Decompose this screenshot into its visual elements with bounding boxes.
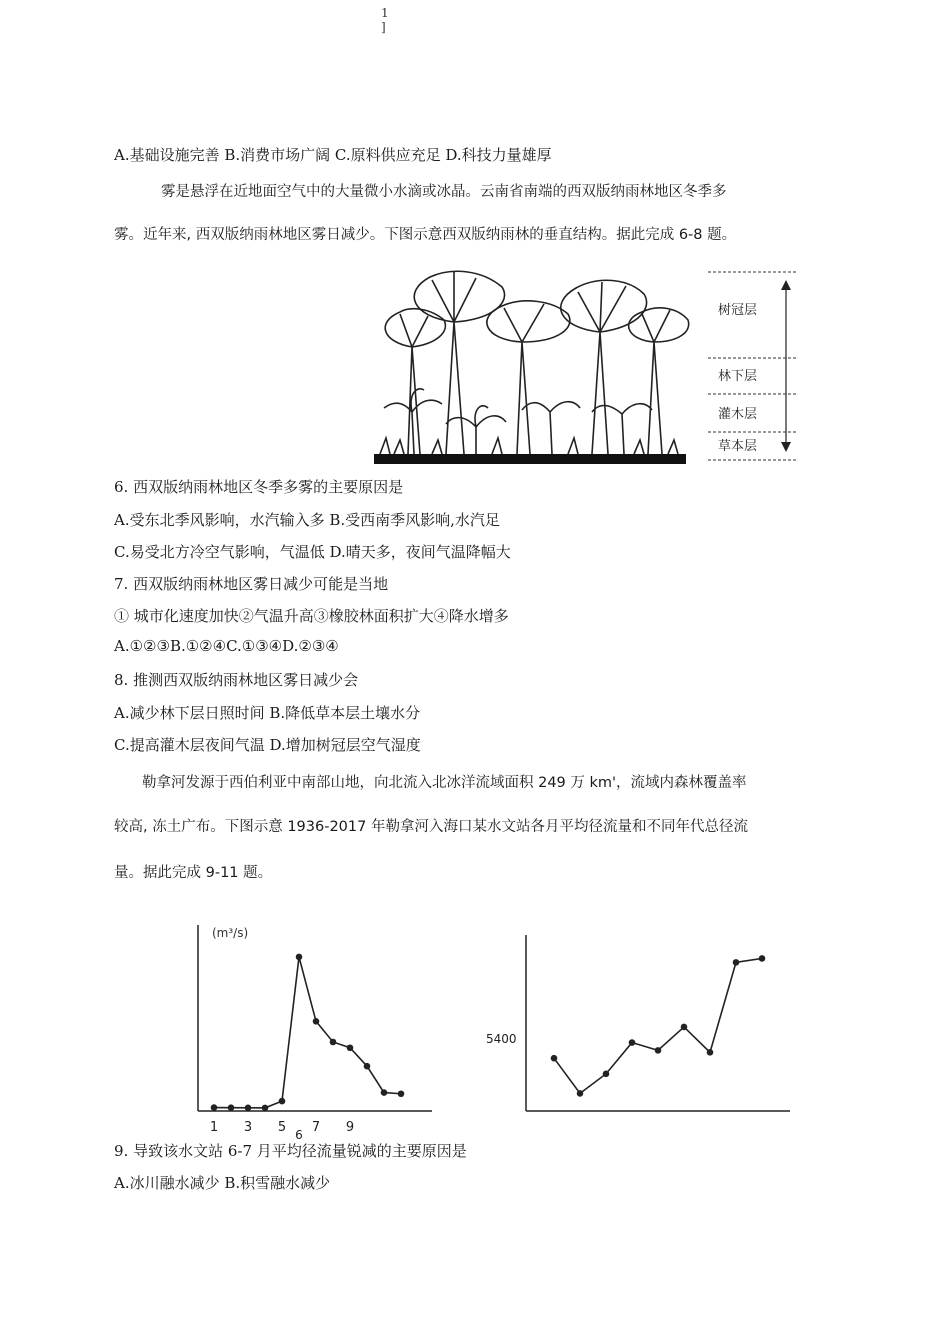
passage1-line2: 雾。近年来, 西双版纳雨林地区雾日减少。下图示意西双版纳雨林的垂直结构。据此完成 6-8 题。 [114, 227, 737, 243]
chart1-xtick-5: 5 [277, 1120, 287, 1135]
q8-options-ab: A.减少林下层日照时间 B.降低草本层土壤水分 [114, 704, 421, 722]
q6-stem: 6. 西双版纳雨林地区冬季多雾的主要原因是 [114, 478, 404, 496]
chart2-point-7 [707, 1049, 714, 1056]
q7-stem: 7. 西双版纳雨林地区雾日减少可能是当地 [114, 575, 389, 593]
layer-shrub: 灌木层 [718, 407, 758, 422]
chart1-point-7 [313, 1018, 320, 1025]
chart2-point-9 [759, 955, 766, 962]
passage1-line1: 雾是悬浮在近地面空气中的大量微小水滴或冰晶。云南省南端的西双版纳雨林地区冬季多 [161, 184, 727, 200]
passage2-line1: 勒拿河发源于西伯利亚中南部山地，向北流入北冰洋流域面积 249 万 km'，流域内森林覆盖率 [142, 775, 747, 791]
chart1-xtick-1: 1 [209, 1120, 219, 1135]
chart1-xtick-3: 3 [243, 1120, 253, 1135]
layer-canopy: 树冠层 [718, 303, 758, 318]
passage2-line3: 量。据此完成 9-11 题。 [114, 865, 273, 881]
monthly-runoff-chart [120, 905, 450, 1140]
chart1-point-3 [245, 1104, 252, 1111]
chart1-point-8 [330, 1039, 337, 1046]
chart2-ytick-5400: 5400 [486, 1032, 517, 1046]
q8-options-cd: C.提高灌木层夜间气温 D.增加树冠层空气湿度 [114, 736, 421, 754]
chart1-point-10 [364, 1063, 371, 1070]
page-marker: 1 ] [381, 6, 389, 34]
q7-items: ① 城市化速度加快②气温升高③橡胶林面积扩大④降水增多 [114, 607, 509, 625]
chart1-point-6 [296, 954, 303, 961]
chart1-point-9 [347, 1044, 354, 1051]
chart1-point-1 [211, 1104, 218, 1111]
chart2-point-8 [733, 959, 740, 966]
decadal-runoff-chart [470, 905, 810, 1135]
chart2-point-3 [603, 1071, 610, 1078]
q6-options-ab: A.受东北季风影响，水汽输入多 B.受西南季风影响,水汽足 [114, 511, 500, 529]
chart1-ylabel: (m³/s) [212, 926, 249, 940]
chart2-point-6 [681, 1024, 688, 1031]
chart1-series-line [214, 957, 401, 1108]
layer-understory: 林下层 [718, 369, 758, 384]
q7-options: A.①②③B.①②④C.①③④D.②③④ [114, 637, 339, 655]
chart2-point-1 [551, 1055, 558, 1062]
chart1-point-5 [279, 1098, 286, 1105]
rainforest-figure [372, 262, 802, 467]
chart1-xtick-7: 7 [311, 1120, 321, 1135]
chart1-point-11 [381, 1089, 388, 1096]
q9-options-ab: A.冰川融水减少 B.积雪融水减少 [114, 1174, 331, 1192]
q5-options: A.基础设施完善 B.消费市场广阔 C.原料供应充足 D.科技力量雄厚 [114, 146, 552, 164]
chart2-series-line [554, 958, 762, 1093]
chart1-xtick-9: 9 [345, 1120, 355, 1135]
chart2-point-5 [655, 1047, 662, 1054]
passage2-line2: 较高, 冻土广布。下图示意 1936-2017 年勒拿河入海口某水文站各月平均径流量和不同年代总径流 [114, 819, 748, 835]
chart2-point-4 [629, 1039, 636, 1046]
layer-herb: 草本层 [718, 439, 758, 454]
q6-options-cd: C.易受北方冷空气影响，气温低 D.晴天多，夜间气温降幅大 [114, 543, 511, 561]
chart1-xtick-6: 6 [295, 1128, 303, 1140]
chart1-point-12 [398, 1090, 405, 1097]
chart2-point-2 [577, 1090, 584, 1097]
chart1-point-2 [228, 1104, 235, 1111]
chart1-point-4 [262, 1105, 269, 1112]
q9-stem: 9. 导致该水文站 6-7 月平均径流量锐减的主要原因是 [114, 1142, 467, 1160]
q8-stem: 8. 推测西双版纳雨林地区雾日减少会 [114, 671, 359, 689]
